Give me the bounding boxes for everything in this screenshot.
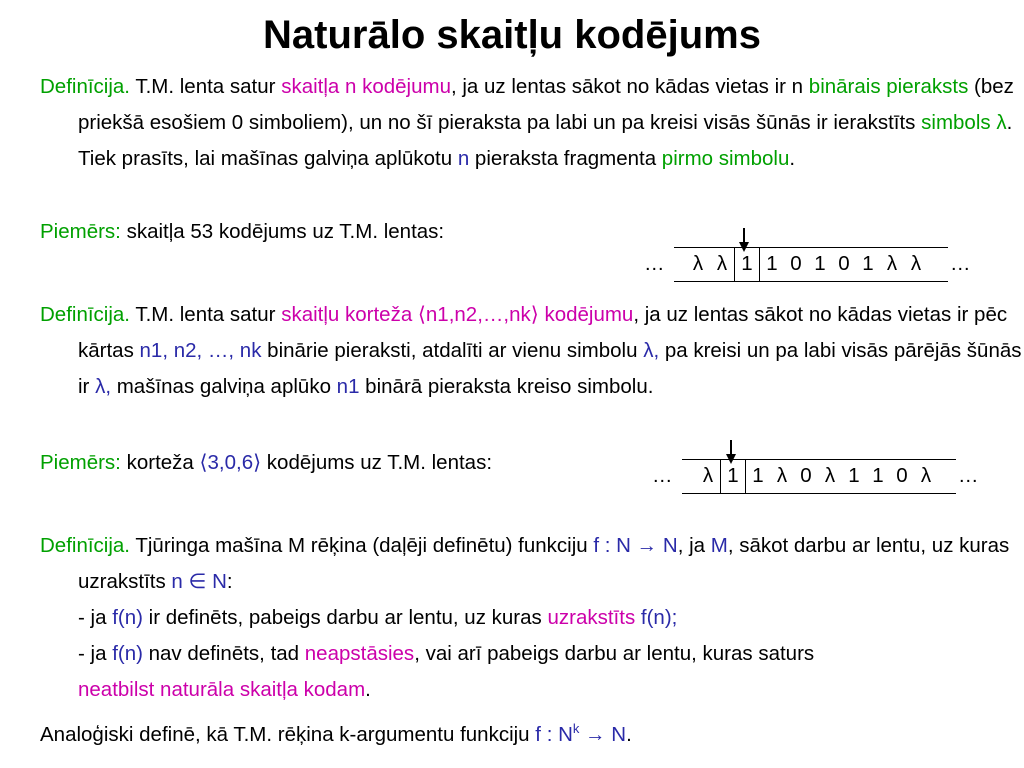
tape-cell: λ: [910, 252, 922, 275]
tape-dots-right: …: [958, 464, 979, 487]
tape-dots-left: …: [644, 252, 665, 275]
tape-cell: 1: [766, 252, 778, 275]
tape-dots-right: …: [950, 252, 971, 275]
tape-cell: 1: [752, 464, 764, 487]
condition-undefined: - ja f(n) nav definēts, tad neapstāsies, vai arī pabeigs darbu ar lentu, kuras saturs: [78, 642, 815, 665]
analogous-definition: Analoģiski definē, kā T.M. rēķina k-argumentu funkciju f : $N^k \to N$.: [40, 721, 632, 746]
example-label: Piemērs:: [40, 451, 121, 474]
tape-cell: 1: [862, 252, 874, 275]
tape-cell: 1: [727, 464, 739, 487]
example-label: Piemērs:: [40, 220, 121, 243]
tape-cell: λ: [920, 464, 932, 487]
definition-3: Definīcija. Tjūringa mašīna M rēķina (daļēji definētu) funkciju f : N → N, ja M, sākot darbu ar lentu, uz kuras uzrakstīts n ∈ N:: [40, 534, 1010, 593]
tape-cell: λ: [702, 464, 714, 487]
tape-bottom-line: [674, 281, 948, 282]
tape-diagram-1: [644, 228, 984, 292]
tape-cell: 1: [848, 464, 860, 487]
tape-cell: λ: [886, 252, 898, 275]
tape-cell: λ: [776, 464, 788, 487]
tape-cell: 0: [838, 252, 850, 275]
tape-bottom-line: [682, 493, 956, 494]
definition-1: Definīcija. T.M. lenta satur skaitļa n kodējumu, ja uz lentas sākot no kādas vietas ir n binārais pieraksts (bez priekšā esošiem 0 simboliem), un no šī pieraksta pa labi un pa kreisi visās šūnās ir ierakstīts simbols λ. Tiek prasīts, lai mašīnas galviņa aplūkotu n pieraksta fragmenta pirmo simbolu.: [40, 75, 1014, 170]
example-1: Piemērs: skaitļa 53 kodējums uz T.M. lentas:: [40, 220, 445, 243]
definition-label: Definīcija.: [40, 75, 131, 98]
definition-label: Definīcija.: [40, 534, 131, 557]
tape-cell: 0: [790, 252, 802, 275]
tape-cell: 1: [872, 464, 884, 487]
tape-cell: 0: [896, 464, 908, 487]
definition-label: Definīcija.: [40, 303, 131, 326]
tape-cell: λ: [824, 464, 836, 487]
head-arrow-shaft: [743, 228, 745, 243]
slide-title: Naturālo skaitļu kodējums: [263, 13, 761, 57]
tape-cell: 1: [741, 252, 753, 275]
tape-cell: λ: [692, 252, 704, 275]
tape-dots-left: …: [652, 464, 673, 487]
tape-diagram-2: [652, 440, 992, 504]
definition-2: Definīcija. T.M. lenta satur skaitļu korteža ⟨n1,n2,…,nk⟩ kodējumu, ja uz lentas sākot no kādas vietas ir pēc kārtas n1, n2, …, nk binārie pieraksti, atdalīti ar vienu simbolu λ, pa kreisi un pa labi visās pārējās šūnās ir λ, mašīnas galviņa aplūko n1 binārā pieraksta kreiso simbolu.: [40, 303, 1022, 398]
tape-cell: 1: [814, 252, 826, 275]
tape-cell: λ: [716, 252, 728, 275]
example-2: Piemērs: korteža ⟨3,0,6⟩ kodējums uz T.M. lentas:: [40, 451, 493, 474]
condition-undefined-continued: neatbilst naturāla skaitļa kodam.: [78, 678, 371, 701]
tape-cell: 0: [800, 464, 812, 487]
head-arrow-shaft: [730, 440, 732, 455]
condition-defined: - ja f(n) ir definēts, pabeigs darbu ar lentu, uz kuras uzrakstīts f(n);: [78, 606, 678, 629]
